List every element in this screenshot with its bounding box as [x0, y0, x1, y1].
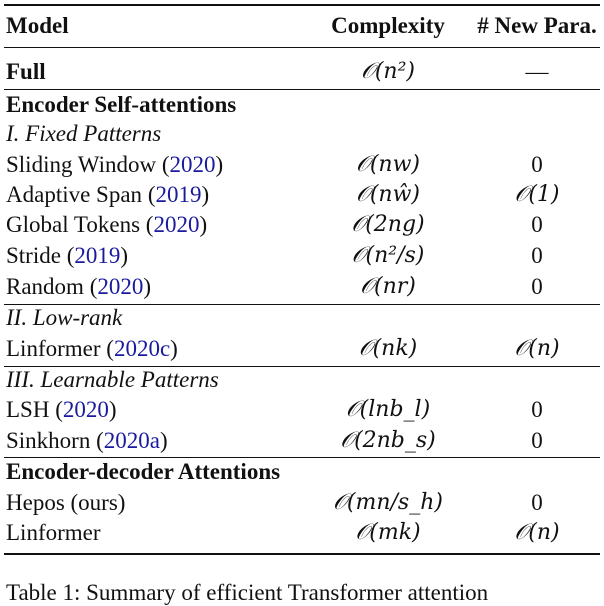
model-name: Hepos (ours): [6, 490, 126, 515]
model-name: Adaptive Span (2019): [6, 182, 210, 207]
complexity-value: 𝒪(n²): [360, 59, 415, 84]
header-rule: [4, 47, 600, 48]
complexity-value: 𝒪(lnb_l): [345, 397, 431, 422]
new-params-value: 0: [531, 490, 543, 515]
citation-link[interactable]: 2020c: [113, 336, 171, 361]
table-row: [0, 334, 604, 364]
new-params-value: 0: [531, 428, 543, 453]
new-params-value: 𝒪(n): [514, 336, 560, 361]
new-params-value: 𝒪(n): [514, 520, 560, 545]
bottom-rule: [4, 553, 600, 555]
complexity-value: 𝒪(nw): [355, 152, 421, 177]
table-row: [0, 518, 604, 548]
table-row: [0, 395, 604, 425]
complexity-value: 𝒪(mk): [355, 520, 421, 545]
complexity-value: 𝒪(nr): [360, 274, 416, 299]
citation-link[interactable]: 2020: [169, 152, 216, 177]
new-params-value: 0: [531, 152, 543, 177]
table-row: [0, 272, 604, 302]
group-title: II. Low-rank: [6, 305, 123, 330]
citation-link[interactable]: 2019: [74, 243, 121, 268]
citation-link[interactable]: 2019: [155, 182, 202, 207]
table-row: [0, 150, 604, 180]
new-params-value: 0: [531, 397, 543, 422]
complexity-value: 𝒪(mn/s_h): [333, 490, 443, 515]
model-name: LSH (2020): [6, 397, 117, 422]
header-model: Model: [6, 13, 69, 38]
new-params-value: —: [525, 59, 549, 84]
model-name: Sliding Window (2020): [6, 152, 224, 177]
new-params-value: 0: [531, 274, 543, 299]
table-row: [0, 210, 604, 240]
group-heading-learnable: [0, 365, 604, 395]
complexity-value: 𝒪(nŵ): [355, 182, 421, 207]
model-name: Linformer: [6, 520, 101, 545]
section-title: Encoder Self-attentions: [6, 92, 237, 117]
section-title: Encoder-decoder Attentions: [6, 459, 281, 484]
section-heading-encdec: [0, 457, 604, 487]
table-row-full: [0, 57, 604, 87]
table-row: [0, 488, 604, 518]
group-title: III. Learnable Patterns: [6, 367, 219, 392]
citation-link[interactable]: 2020: [153, 212, 200, 237]
complexity-value: 𝒪(nk): [358, 336, 418, 361]
header-row: [0, 11, 604, 41]
section-heading-encoder: [0, 90, 604, 120]
group-title: I. Fixed Patterns: [6, 121, 162, 146]
table-row: [0, 241, 604, 271]
model-name: Random (2020): [6, 274, 152, 299]
top-rule: [4, 4, 600, 6]
model-name: Sinkhorn (2020a): [6, 428, 168, 453]
model-name: Linformer (2020c): [6, 336, 178, 361]
group-heading-fixed: [0, 119, 604, 149]
complexity-value: 𝒪(n²/s): [351, 243, 425, 268]
new-params-value: 0: [531, 243, 543, 268]
group-heading-lowrank: [0, 303, 604, 333]
model-name: Global Tokens (2020): [6, 212, 208, 237]
table-caption: Table 1: Summary of efficient Transformer attention: [6, 580, 489, 605]
citation-link[interactable]: 2020a: [103, 428, 160, 453]
new-params-value: 𝒪(1): [514, 182, 560, 207]
complexity-value: 𝒪(2ng): [351, 212, 425, 237]
complexity-value: 𝒪(2nb_s): [340, 428, 436, 453]
table-row: [0, 180, 604, 210]
citation-link[interactable]: 2020: [97, 274, 144, 299]
new-params-value: 0: [531, 212, 543, 237]
header-complexity: Complexity: [331, 13, 445, 38]
model-name: Full: [6, 59, 46, 84]
table-row: [0, 426, 604, 456]
header-new-params: # New Para.: [477, 13, 597, 38]
citation-link[interactable]: 2020: [62, 397, 109, 422]
model-name: Stride (2019): [6, 243, 129, 268]
